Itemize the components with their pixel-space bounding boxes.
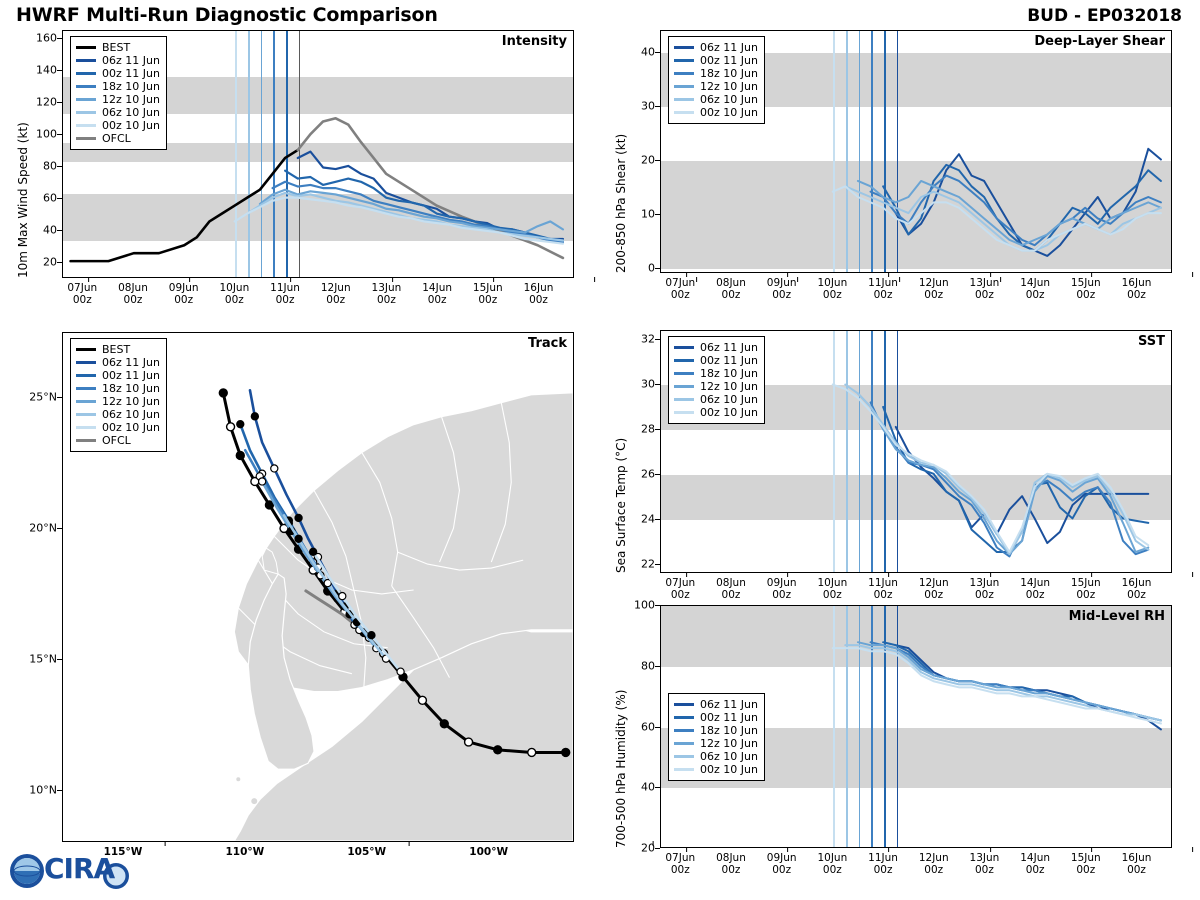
track-panel (29, 332, 574, 858)
y-tick-mark (57, 397, 62, 398)
legend-swatch (674, 398, 694, 401)
legend-swatch (76, 72, 96, 75)
x-tick-label: 10Jun 00z (219, 282, 249, 306)
legend-swatch (674, 98, 694, 101)
series-line (883, 407, 1148, 552)
legend-entry (674, 698, 758, 711)
y-tick-mark (57, 102, 62, 103)
track-marker (271, 465, 278, 472)
legend-entry (76, 67, 160, 80)
x-tick-label: 14Jun 00z (422, 282, 452, 306)
y-tick-label: 20 (43, 255, 57, 269)
x-tick-label: 07Jun 00z (665, 277, 695, 301)
track-marker (237, 421, 244, 428)
x-tick-mark (1193, 847, 1194, 852)
track-marker (418, 696, 426, 704)
y-tick-label: 60 (641, 720, 655, 733)
x-tick-mark (1000, 277, 1001, 282)
legend-label: 00z 10 Jun (700, 763, 758, 776)
y-tick-mark (655, 339, 660, 340)
legend-swatch (76, 361, 96, 364)
x-tick-mark (686, 572, 687, 577)
legend-swatch (76, 111, 96, 114)
legend-entry (674, 80, 758, 93)
x-tick-label: 12Jun 00z (321, 282, 351, 306)
sst-y-label: Sea Surface Temp (°C) (614, 437, 628, 573)
y-tick-mark (655, 268, 660, 269)
x-tick-label: 07Jun 00z (67, 282, 97, 306)
cira-logo (8, 846, 134, 896)
legend-entry (674, 106, 758, 119)
x-tick-label: 12Jun 00z (919, 277, 949, 301)
y-tick-mark (655, 160, 660, 161)
y-tick-label: 40 (641, 45, 655, 59)
y-tick-mark (655, 605, 660, 606)
track-legend (70, 338, 167, 452)
track-marker (227, 423, 235, 431)
legend-entry (76, 119, 160, 132)
series-line (896, 645, 1161, 729)
rh-legend (668, 693, 765, 781)
y-tick-label: 80 (43, 159, 57, 173)
x-tick-mark (165, 841, 166, 846)
legend-entry (674, 724, 758, 737)
legend-label: 00z 11 Jun (102, 369, 160, 382)
legend-label: 00z 11 Jun (700, 54, 758, 67)
series-line (858, 393, 1148, 554)
x-tick-label: 16Jun 00z (1121, 577, 1152, 602)
y-tick-label: 20 (641, 153, 655, 167)
legend-swatch (674, 716, 694, 719)
track-marker (397, 668, 404, 675)
sst-panel-label: SST (1137, 334, 1165, 349)
y-tick-label: 60 (43, 191, 57, 205)
intensity-panel-label: Intensity (501, 34, 567, 49)
legend-label: 06z 10 Jun (700, 750, 758, 763)
series-line (833, 385, 1149, 552)
y-tick-mark (57, 262, 62, 263)
x-tick-mark (1193, 572, 1194, 577)
legend-entry (674, 367, 758, 380)
legend-label: 12z 10 Jun (102, 395, 160, 408)
y-tick-mark (57, 528, 62, 529)
legend-label: 00z 11 Jun (102, 67, 160, 80)
legend-entry (674, 41, 758, 54)
y-tick-label: 24 (641, 512, 655, 526)
y-tick-label: 0 (648, 261, 655, 275)
legend-label: 18z 10 Jun (700, 724, 758, 737)
y-tick-label: 120 (36, 95, 57, 109)
legend-label: 12z 10 Jun (102, 93, 160, 106)
legend-label: 06z 10 Jun (700, 93, 758, 106)
x-tick-label: 14Jun 00z (1020, 852, 1051, 877)
track-marker (465, 738, 473, 746)
intensity-y-label: 10m Max Wind Speed (kt) (16, 122, 30, 278)
legend-entry (674, 393, 758, 406)
legend-label: 06z 11 Jun (700, 41, 758, 54)
legend-entry (76, 382, 160, 395)
y-tick-label: 10°N (29, 783, 57, 797)
legend-entry (76, 54, 160, 67)
legend-entry (674, 750, 758, 763)
y-tick-label: 40 (43, 223, 57, 237)
y-tick-mark (57, 230, 62, 231)
y-tick-mark (655, 384, 660, 385)
y-tick-mark (57, 166, 62, 167)
legend-swatch (76, 413, 96, 416)
x-tick-label: 16Jun 00z (1121, 277, 1152, 302)
x-tick-mark (696, 277, 697, 282)
x-tick-label: 10Jun 00z (817, 852, 847, 876)
x-tick-label: 09Jun 00z (767, 277, 797, 301)
y-tick-label: 26 (641, 467, 655, 481)
legend-entry (76, 421, 160, 434)
y-tick-label: 80 (641, 659, 655, 673)
shear-panel-label: Deep-Layer Shear (1034, 34, 1165, 49)
legend-swatch (76, 439, 96, 442)
legend-swatch (674, 46, 694, 49)
legend-label: 00z 10 Jun (700, 106, 758, 119)
x-tick-label: 15Jun 00z (1070, 577, 1101, 602)
x-tick-label: 16Jun 00z (1121, 852, 1152, 877)
legend-label: 00z 11 Jun (700, 711, 758, 724)
storm-title: BUD - EP032018 (1027, 6, 1182, 26)
legend-swatch (674, 703, 694, 706)
y-tick-mark (655, 727, 660, 728)
y-tick-mark (655, 52, 660, 53)
legend-label: 06z 11 Jun (700, 341, 758, 354)
legend-label: 00z 10 Jun (700, 406, 758, 419)
legend-entry (76, 408, 160, 421)
x-tick-label: 14Jun 00z (1020, 277, 1051, 302)
series-line (883, 642, 1161, 720)
legend-swatch (76, 348, 96, 351)
rh-panel (614, 598, 1172, 877)
legend-label: 18z 10 Jun (700, 67, 758, 80)
legend-swatch (674, 359, 694, 362)
x-tick-mark (88, 277, 89, 282)
legend-entry (76, 93, 160, 106)
track-marker (259, 478, 266, 485)
legend-swatch (674, 59, 694, 62)
x-tick-label: 08Jun 00z (716, 277, 746, 301)
x-tick-label: 12Jun 00z (919, 852, 949, 876)
y-tick-label: 20°N (29, 521, 57, 535)
x-tick-label: 105°W (347, 846, 386, 858)
series-line (285, 171, 563, 241)
legend-swatch (76, 46, 96, 49)
y-tick-mark (57, 790, 62, 791)
legend-entry (674, 354, 758, 367)
legend-entry (674, 93, 758, 106)
x-tick-label: 15Jun 00z (1070, 852, 1101, 877)
track-marker (528, 748, 536, 756)
y-tick-mark (655, 787, 660, 788)
legend-swatch (674, 742, 694, 745)
legend-label: 00z 10 Jun (102, 119, 160, 132)
x-tick-label: 13Jun 00z (969, 277, 1000, 302)
track-marker (339, 593, 346, 600)
legend-entry (674, 737, 758, 750)
series-line (833, 648, 1161, 723)
shear-y-label: 200-850 hPa Shear (kt) (614, 133, 628, 273)
x-tick-label: 12Jun 00z (919, 577, 949, 601)
shear-panel (614, 30, 1172, 302)
sst-panel (614, 330, 1172, 602)
y-tick-mark (57, 198, 62, 199)
series-line (871, 176, 1161, 246)
track-marker (295, 535, 302, 542)
y-tick-mark (57, 134, 62, 135)
legend-swatch (76, 387, 96, 390)
y-tick-mark (655, 429, 660, 430)
legend-entry (76, 395, 160, 408)
track-marker (219, 389, 227, 397)
x-tick-label: 13Jun 00z (969, 577, 1000, 602)
x-tick-mark (797, 277, 798, 282)
y-tick-label: 40 (641, 780, 655, 794)
x-tick-label: 11Jun 00z (868, 277, 898, 301)
y-tick-mark (655, 564, 660, 565)
legend-swatch (674, 729, 694, 732)
series-line (845, 186, 1161, 250)
page-title: HWRF Multi-Run Diagnostic Comparison (16, 4, 438, 26)
y-tick-mark (57, 38, 62, 39)
legend-label: 06z 11 Jun (102, 356, 160, 369)
x-tick-mark (899, 277, 900, 282)
legend-label: 06z 11 Jun (102, 54, 160, 67)
x-tick-label: 09Jun 00z (767, 852, 797, 876)
legend-label: 06z 10 Jun (102, 106, 160, 119)
rh-y-label: 700-500 hPa Humidity (%) (614, 689, 628, 848)
y-tick-label: 160 (36, 31, 57, 45)
y-tick-mark (655, 848, 660, 849)
legend-swatch (674, 111, 694, 114)
y-tick-label: 15°N (29, 652, 57, 666)
y-tick-label: 22 (641, 557, 655, 571)
x-tick-label: 115°W (104, 846, 143, 858)
track-panel-label: Track (528, 336, 567, 351)
legend-entry (76, 80, 160, 93)
track-marker (368, 632, 375, 639)
x-tick-label: 13Jun 00z (372, 282, 402, 306)
legend-swatch (76, 137, 96, 140)
legend-swatch (674, 768, 694, 771)
x-tick-mark (686, 847, 687, 852)
y-tick-mark (655, 214, 660, 215)
legend-swatch (76, 59, 96, 62)
legend-swatch (76, 85, 96, 88)
x-tick-label: 13Jun 00z (969, 852, 1000, 877)
legend-swatch (674, 85, 694, 88)
x-tick-label: 14Jun 00z (1020, 577, 1051, 602)
legend-label: 12z 10 Jun (700, 380, 758, 393)
legend-entry (674, 406, 758, 419)
legend-entry (76, 132, 160, 145)
track-marker (310, 548, 317, 555)
y-tick-label: 30 (641, 99, 655, 113)
x-tick-label: 08Jun 00z (716, 852, 746, 876)
series-line (235, 198, 563, 244)
x-tick-label: 10Jun 00z (817, 577, 847, 601)
x-tick-label: 11Jun 00z (868, 577, 898, 601)
legend-entry (674, 341, 758, 354)
x-tick-label: 09Jun 00z (767, 577, 797, 601)
legend-entry (674, 67, 758, 80)
legend-label: 06z 10 Jun (102, 408, 160, 421)
legend-label: 18z 10 Jun (102, 80, 160, 93)
legend-label: OFCL (102, 132, 131, 145)
legend-swatch (674, 346, 694, 349)
y-tick-label: 30 (641, 377, 655, 391)
x-tick-label: 11Jun 00z (270, 282, 300, 306)
y-tick-mark (57, 659, 62, 660)
legend-label: 06z 10 Jun (700, 393, 758, 406)
legend-swatch (76, 374, 96, 377)
legend-swatch (76, 426, 96, 429)
legend-swatch (674, 411, 694, 414)
legend-swatch (674, 72, 694, 75)
legend-label: BEST (102, 343, 131, 356)
legend-swatch (76, 400, 96, 403)
legend-entry (674, 711, 758, 724)
y-tick-label: 140 (36, 63, 57, 77)
legend-entry (76, 434, 160, 447)
track-marker (251, 413, 258, 420)
intensity-panel (16, 30, 574, 307)
x-tick-mark (686, 272, 687, 277)
y-tick-label: 100 (634, 598, 655, 612)
x-tick-label: 110°W (225, 846, 264, 858)
y-tick-label: 20 (641, 841, 655, 855)
legend-label: 06z 11 Jun (700, 698, 758, 711)
legend-entry (674, 54, 758, 67)
legend-swatch (674, 755, 694, 758)
x-tick-label: 16Jun 00z (524, 282, 554, 306)
legend-label: OFCL (102, 434, 131, 447)
legend-label: 00z 11 Jun (700, 354, 758, 367)
legend-label: BEST (102, 41, 131, 54)
x-tick-label: 07Jun 00z (665, 577, 695, 601)
y-tick-mark (655, 106, 660, 107)
x-tick-label: 08Jun 00z (716, 577, 746, 601)
x-tick-mark (1193, 272, 1194, 277)
x-tick-label: 07Jun 00z (665, 852, 695, 876)
legend-swatch (76, 98, 96, 101)
legend-label: 18z 10 Jun (700, 367, 758, 380)
legend-swatch (76, 124, 96, 127)
legend-label: 18z 10 Jun (102, 382, 160, 395)
track-marker (295, 514, 302, 521)
legend-entry (76, 356, 160, 369)
x-tick-label: 15Jun 00z (1070, 277, 1101, 302)
rh-panel-label: Mid-Level RH (1068, 609, 1165, 624)
legend-entry (674, 380, 758, 393)
track-marker (440, 720, 448, 728)
y-tick-label: 25°N (29, 390, 57, 404)
legend-entry (76, 343, 160, 356)
series-line (273, 182, 563, 242)
track-marker (236, 451, 244, 459)
y-tick-label: 28 (641, 422, 655, 436)
x-tick-label: 15Jun 00z (473, 282, 503, 306)
legend-label: 12z 10 Jun (700, 80, 758, 93)
series-line (871, 402, 1149, 556)
legend-entry (76, 106, 160, 119)
y-tick-label: 100 (36, 127, 57, 141)
legend-entry (674, 763, 758, 776)
legend-label: 00z 10 Jun (102, 421, 160, 434)
y-tick-mark (655, 666, 660, 667)
x-tick-label: 09Jun 00z (169, 282, 199, 306)
legend-entry (76, 369, 160, 382)
y-tick-label: 32 (641, 332, 655, 346)
intensity-legend (70, 36, 167, 150)
shear-legend (668, 36, 765, 124)
x-tick-mark (408, 841, 409, 846)
y-tick-label: 10 (641, 207, 655, 221)
series-line (883, 165, 1161, 251)
x-tick-label: 08Jun 00z (118, 282, 148, 306)
x-tick-label: 10Jun 00z (817, 277, 847, 301)
x-tick-mark (595, 277, 596, 282)
track-marker (265, 501, 273, 509)
track-marker (562, 748, 570, 756)
series-line (845, 385, 1148, 555)
y-tick-mark (655, 519, 660, 520)
legend-label: 12z 10 Jun (700, 737, 758, 750)
cira-logo-text: CIRA (44, 852, 115, 885)
track-marker (494, 746, 502, 754)
legend-entry (76, 41, 160, 54)
legend-swatch (674, 372, 694, 375)
sst-legend (668, 336, 765, 424)
series-line (858, 642, 1161, 720)
y-tick-mark (57, 70, 62, 71)
track-line (223, 393, 565, 752)
x-tick-label: 11Jun 00z (868, 852, 898, 876)
y-tick-mark (655, 474, 660, 475)
legend-swatch (674, 385, 694, 388)
x-tick-label: 100°W (469, 846, 508, 858)
